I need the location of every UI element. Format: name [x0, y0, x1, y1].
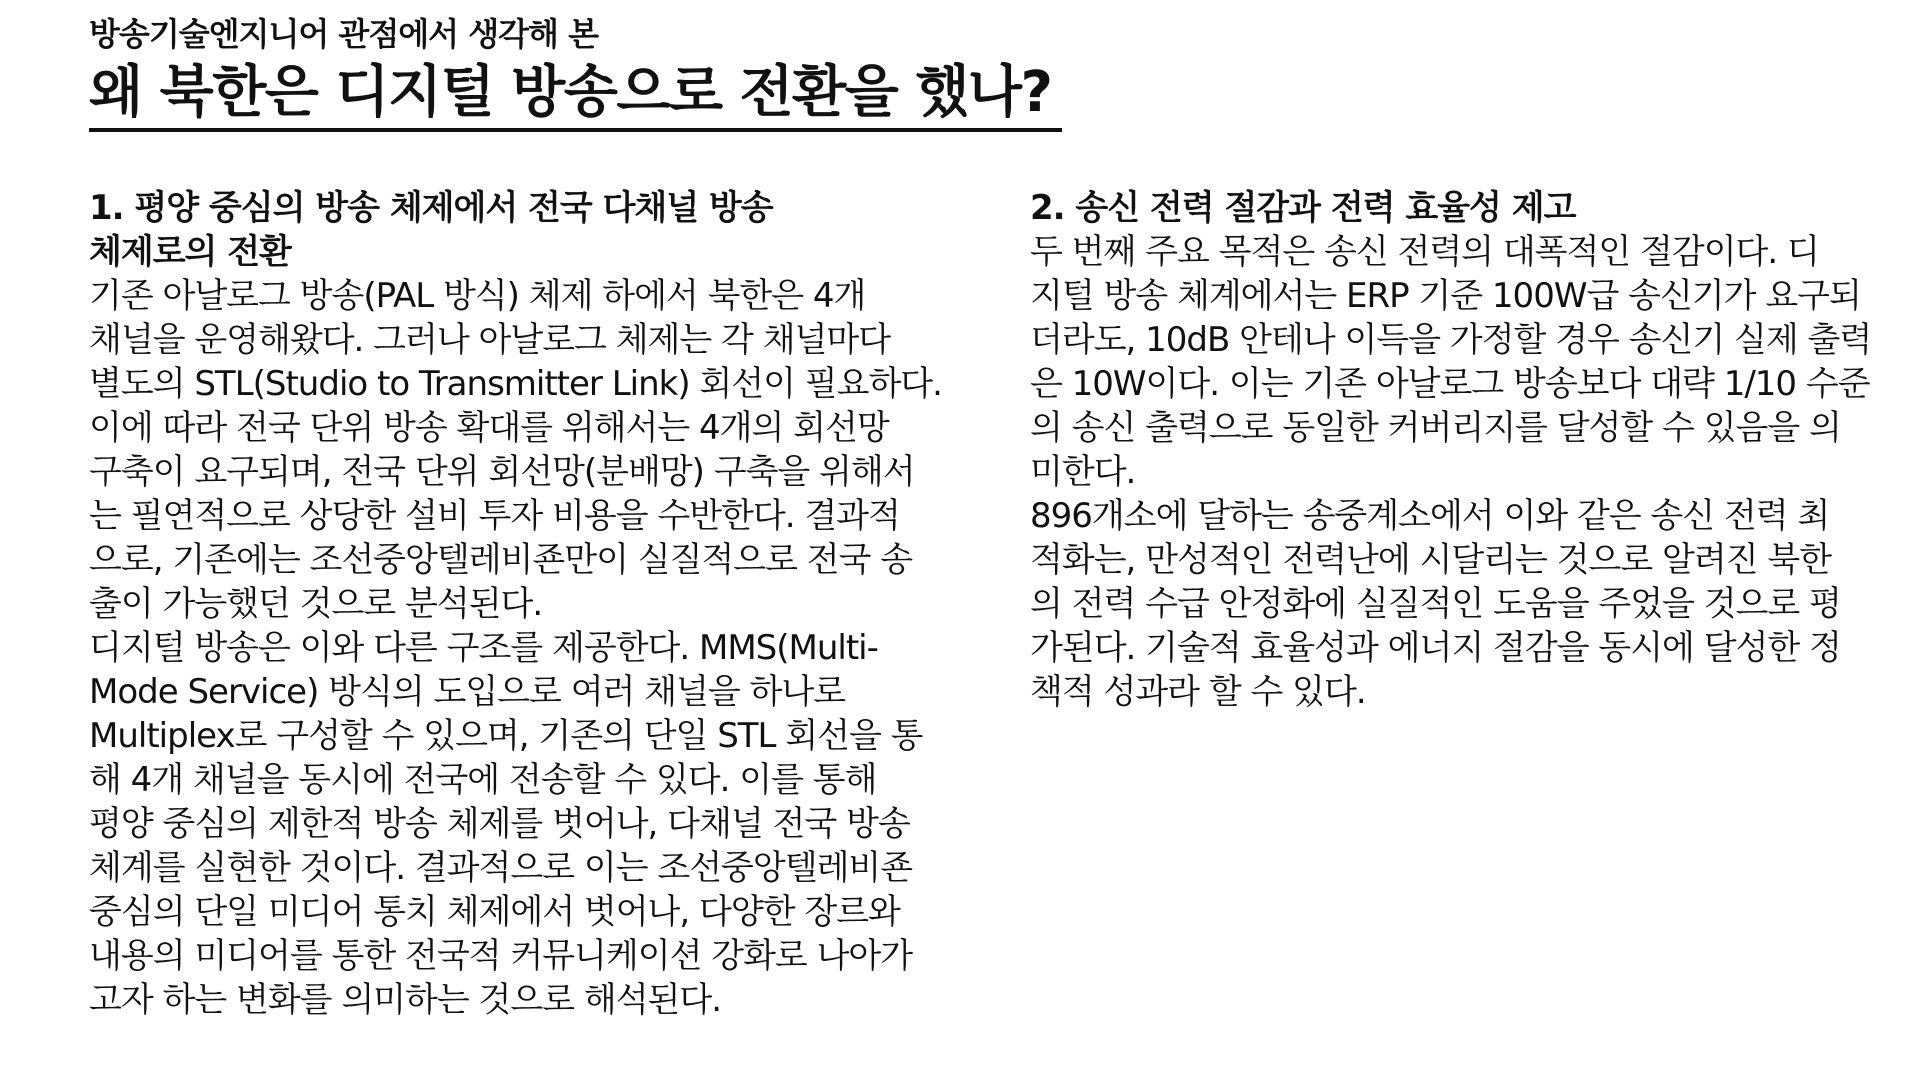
- text-line: 구축이 요구되며, 전국 단위 회선망(분배망) 구축을 위해서: [89, 452, 915, 492]
- text-line: 의 송신 출력으로 동일한 커버리지를 달성할 수 있음을 의: [1030, 408, 1841, 448]
- text-line: 896개소에 달하는 송중계소에서 이와 같은 송신 전력 최: [1030, 496, 1830, 536]
- text-line: Mode Service) 방식의 도입으로 여러 채널을 하나로: [89, 672, 846, 712]
- text-line: 책적 성과라 할 수 있다.: [1030, 672, 1366, 712]
- text-line: 는 필연적으로 상당한 설비 투자 비용을 수반한다. 결과적: [89, 496, 900, 536]
- text-line: 내용의 미디어를 통한 전국적 커뮤니케이션 강화로 나아가: [89, 936, 913, 976]
- text-line: 의 전력 수급 안정화에 실질적인 도움을 주었을 것으로 평: [1030, 584, 1841, 624]
- text-line: 기존 아날로그 방송(PAL 방식) 체제 하에서 북한은 4개: [89, 276, 866, 316]
- text-line: 가된다. 기술적 효율성과 에너지 절감을 동시에 달성한 정: [1030, 628, 1841, 668]
- text-line: 더라도, 10dB 안테나 이득을 가정할 경우 송신기 실제 출력: [1030, 320, 1872, 360]
- section-1-paragraph-1: [89, 274, 989, 626]
- heading-line: 2. 송신 전력 절감과 전력 효율성 제고: [1030, 188, 1576, 228]
- section-2-paragraph-2: [1030, 494, 1890, 714]
- text-line: 은 10W이다. 이는 기존 아날로그 방송보다 대략 1/10 수준: [1030, 364, 1870, 404]
- text-line: 미한다.: [1030, 452, 1136, 492]
- text-line: 적화는, 만성적인 전력난에 시달리는 것으로 알려진 북한: [1030, 540, 1832, 580]
- text-line: 디지털 방송은 이와 다른 구조를 제공한다. MMS(Multi-: [89, 628, 878, 668]
- text-line: 이에 따라 전국 단위 방송 확대를 위해서는 4개의 회선망: [89, 408, 889, 448]
- text-line: 고자 하는 변화를 의미하는 것으로 해석된다.: [89, 980, 722, 1020]
- text-line: 출이 가능했던 것으로 분석된다.: [89, 584, 543, 624]
- section-2: [1030, 186, 1890, 714]
- text-line: 체계를 실현한 것이다. 결과적으로 이는 조선중앙텔레비죤: [89, 848, 913, 888]
- text-line: 채널을 운영해왔다. 그러나 아날로그 체제는 각 채널마다: [89, 320, 891, 360]
- text-line: 평양 중심의 제한적 방송 체제를 벗어나, 다채널 전국 방송: [89, 804, 910, 844]
- text-line: 으로, 기존에는 조선중앙텔레비죤만이 실질적으로 전국 송: [89, 540, 913, 580]
- text-line: 해 4개 채널을 동시에 전국에 전송할 수 있다. 이를 통해: [89, 760, 877, 800]
- text-line: Multiplex로 구성할 수 있으며, 기존의 단일 STL 회선을 통: [89, 716, 923, 756]
- section-1-heading: [89, 186, 989, 274]
- section-1: [89, 186, 989, 1022]
- text-line: 별도의 STL(Studio to Transmitter Link) 회선이 필요하다.: [89, 364, 942, 404]
- heading-line: 1. 평양 중심의 방송 체제에서 전국 다채널 방송: [89, 188, 773, 228]
- page-title: 왜 북한은 디지털 방송으로 전환을 했나?: [89, 58, 1062, 132]
- text-line: 지털 방송 체계에서는 ERP 기준 100W급 송신기가 요구되: [1030, 276, 1861, 316]
- text-line: 두 번째 주요 목적은 송신 전력의 대폭적인 절감이다. 디: [1030, 232, 1819, 272]
- section-2-heading: [1030, 186, 1890, 230]
- heading-line: 체제로의 전환: [89, 232, 291, 272]
- section-2-paragraph-1: [1030, 230, 1890, 494]
- text-line: 중심의 단일 미디어 통치 체제에서 벗어나, 다양한 장르와: [89, 892, 900, 932]
- kicker-subtitle: 방송기술엔지니어 관점에서 생각해 본: [89, 15, 599, 53]
- section-1-paragraph-2: [89, 626, 989, 1022]
